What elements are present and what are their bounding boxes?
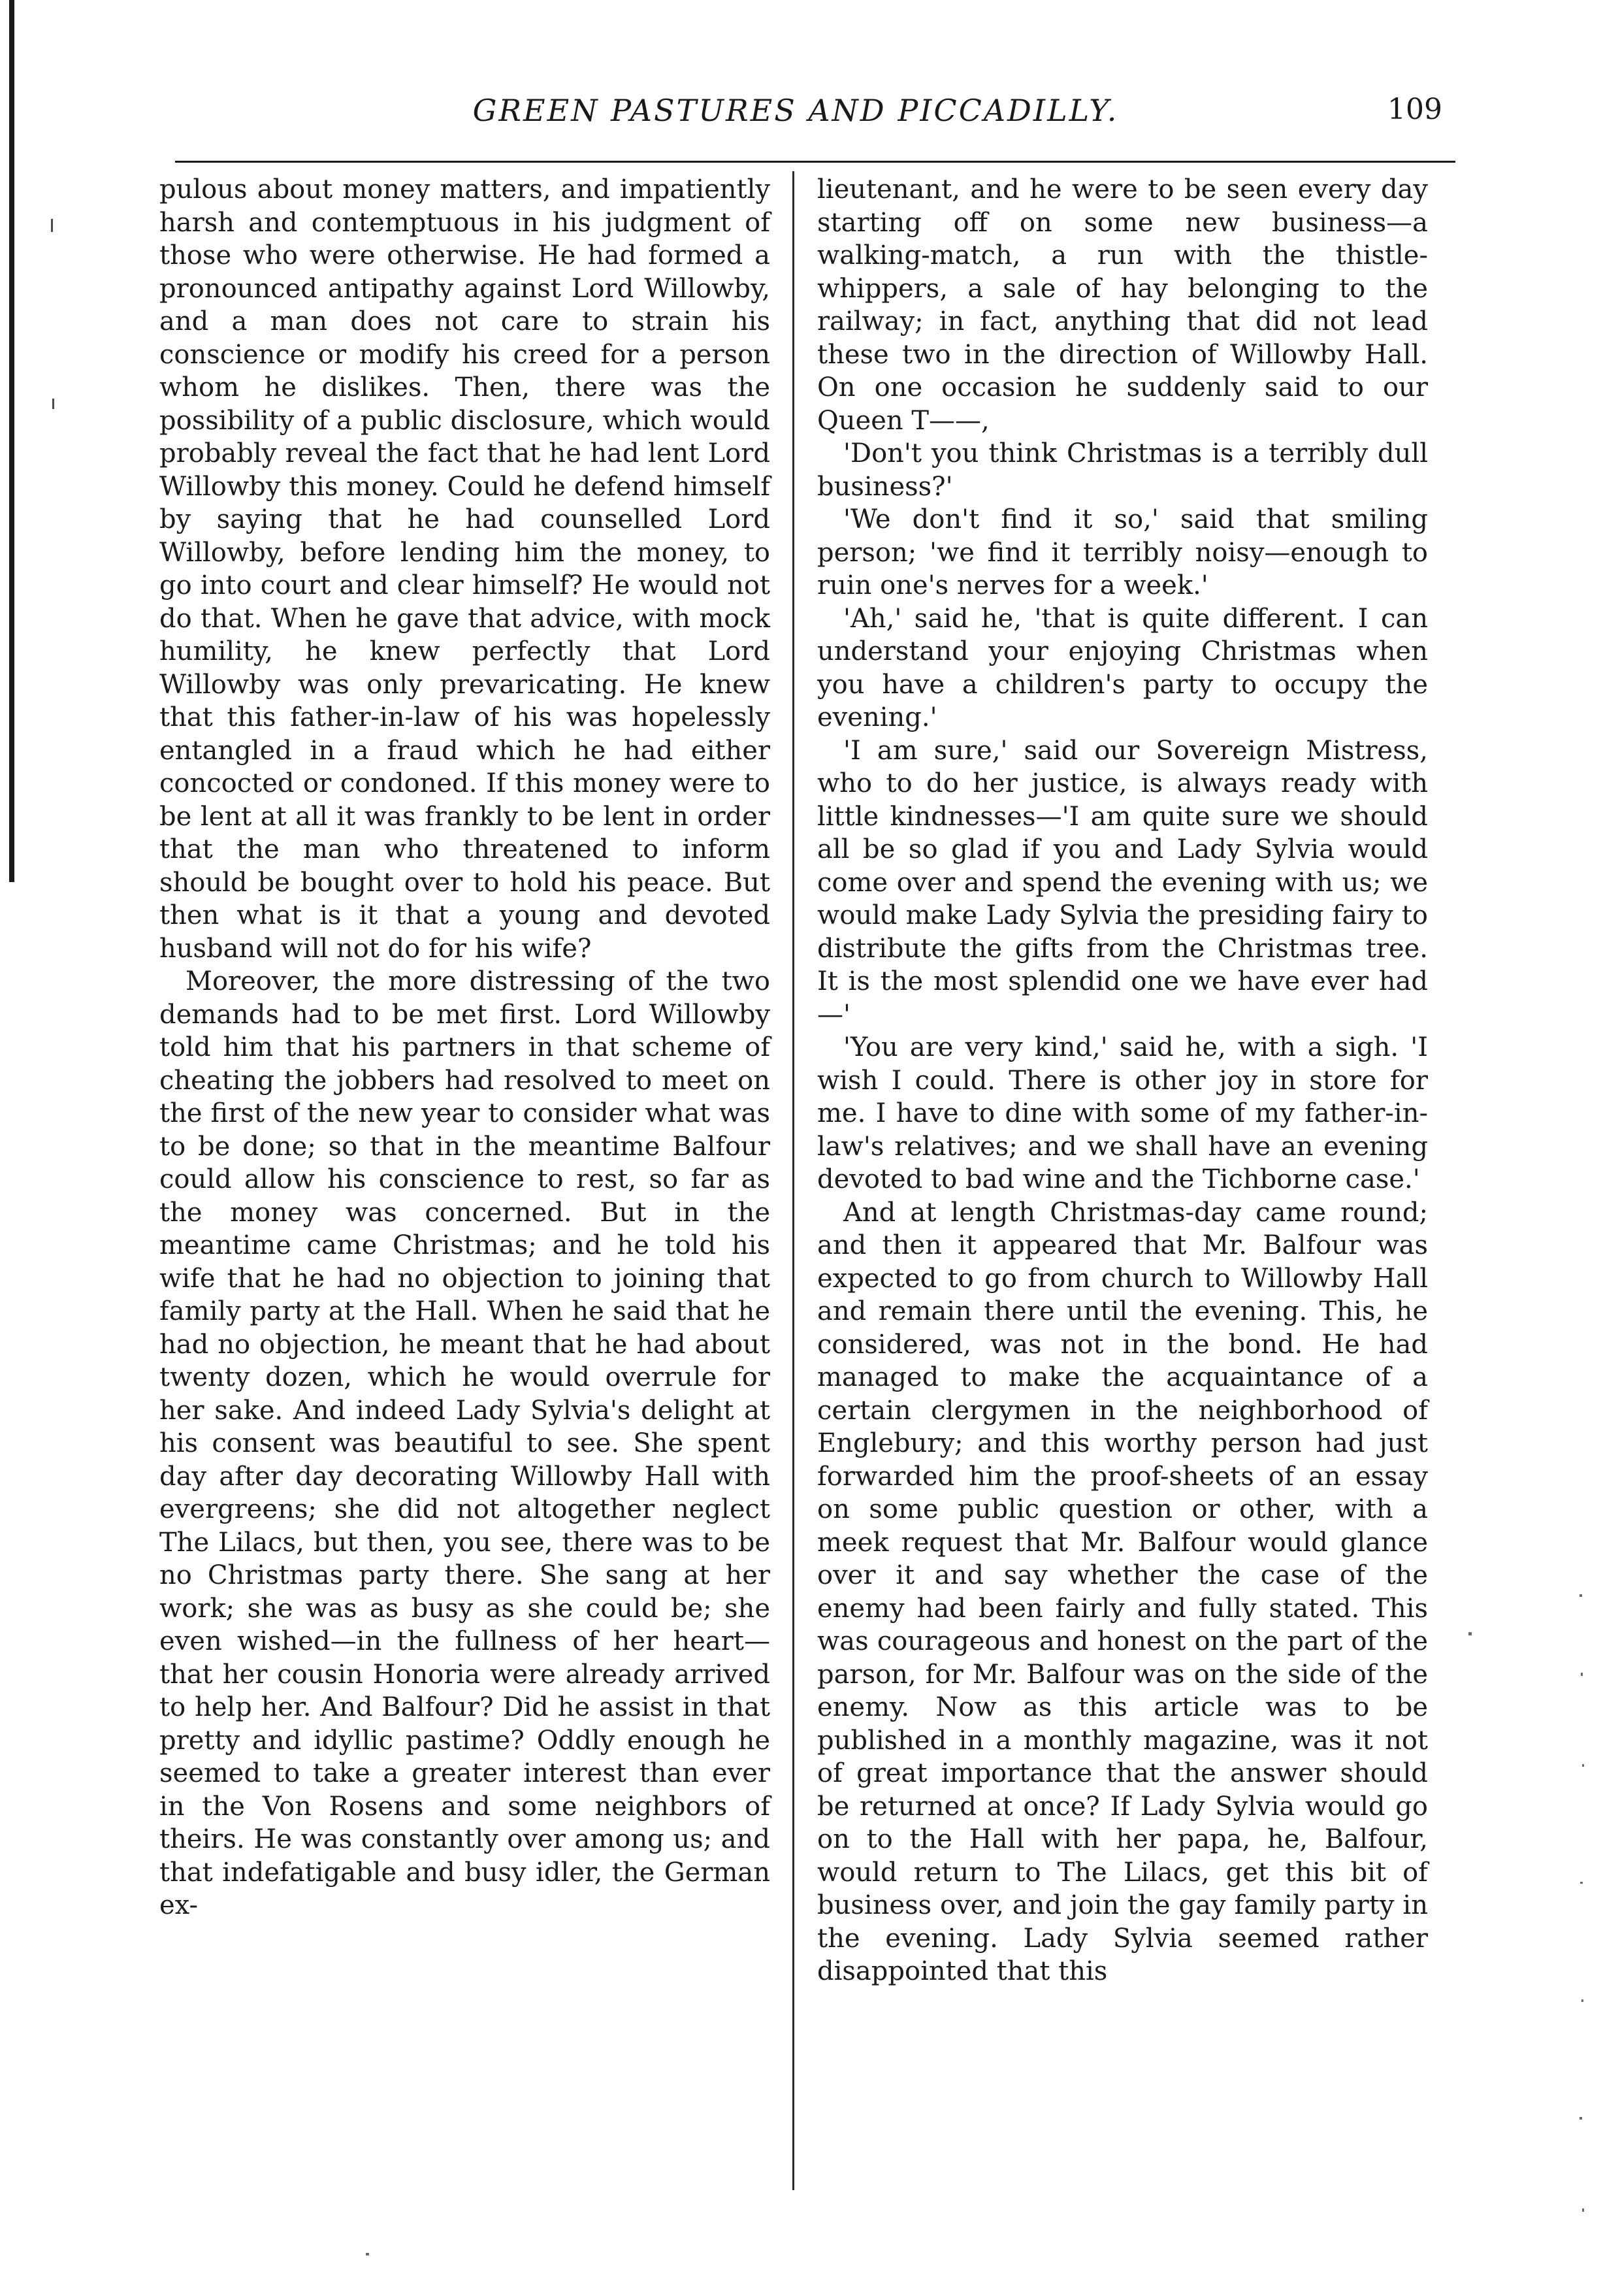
paragraph: 'I am sure,' said our Sovereign Mistress, who to do her justice, is always ready with little kindnesses—'I am quite sure we should all be so glad if you and Lady Sylvia would come over and spend the evening with us; we would make Lady Sylvia the presiding fairy to distribute the gifts from the Christmas tree. It is the most splendid one we have ever had—' bbox=[817, 735, 1428, 1030]
paragraph: 'We don't find it so,' said that smiling person; 'we find it terribly noisy—enough to ruin one's nerves for a week.' bbox=[817, 504, 1428, 600]
paragraph: And at length Christmas-day came round; and then it appeared that Mr. Balfour was expected to go from church to Willowby Hall and remain there until the evening. This, he considered, was not in the bond. He had managed to make the acquaintance of a certain clergymen in the neighborhood of Englebury; and this worthy person had just forwarded him the proof-sheets of an essay on some public question or other, with a meek request that Mr. Balfour would glance over it and say whether the case of the enemy had been fairly and fully stated. This was courageous and honest on the part of the parson, for Mr. Balfour was on the side of the enemy. Now as this article was to be published in a monthly magazine, was it not of great importance that the answer should be returned at once? If Lady Sylvia would go on to the Hall with her papa, he, Balfour, would return to The Lilacs, get this bit of business over, and join the gay family party in the evening. Lady Sylvia seemed rather disappointed that this bbox=[817, 1197, 1428, 1986]
binding-edge-shadow bbox=[9, 0, 14, 882]
scan-speck bbox=[1579, 2117, 1582, 2120]
scan-speck bbox=[1579, 1594, 1582, 1597]
right-column bbox=[817, 173, 1428, 1988]
scan-speck bbox=[1582, 2208, 1584, 2212]
column-divider bbox=[792, 171, 794, 2190]
paragraph: 'Don't you think Christmas is a terribly dull business?' bbox=[817, 438, 1428, 502]
running-title: GREEN PASTURES AND PICCADILLY. bbox=[472, 93, 1119, 128]
scan-speck bbox=[1581, 1673, 1583, 1676]
scan-speck bbox=[1582, 1764, 1584, 1767]
scan-speck bbox=[1580, 1882, 1583, 1884]
margin-mark bbox=[52, 399, 54, 409]
paragraph: pulous about money matters, and impatiently harsh and contemptuous in his judgment of those who were otherwise. He had formed a pronounced antipathy against Lord Willowby, and a man does not care to strain his conscience or modify his creed for a person whom he dislikes. Then, there was the possibility of a public disclosure, which would probably reveal the fact that he had lent Lord Willowby this money. Could he defend himself by saying that he had counselled Lord Willowby, before lending him the money, to go into court and clear himself? He would not do that. When he gave that advice, with mock humility, he knew perfectly that Lord Willowby was only prevaricating. He knew that this father-in-law of his was hopelessly entangled in a fraud which he had either concocted or condoned. If this money were to be lent at all it was frankly to be lent in order that the man who threatened to inform should be bought over to hold his peace. But then what is it that a young and devoted husband will not do for his wife? bbox=[159, 174, 770, 964]
margin-mark bbox=[51, 219, 53, 232]
scan-speck bbox=[366, 2253, 369, 2255]
scan-speck bbox=[1468, 1632, 1472, 1635]
paragraph: Moreover, the more distressing of the two demands had to be met first. Lord Willowby told him that his partners in that scheme of cheating the jobbers had resolved to meet on the first of the new year to consider what was to be done; so that in the meantime Balfour could allow his conscience to rest, so far as the money was concerned. But in the meantime came Christmas; and he told his wife that he had no objection to joining that family party at the Hall. When he said that he had no objection, he meant that he had about twenty dozen, which he would overrule for her sake. And indeed Lady Sylvia's delight at his consent was beautiful to see. She spent day after day decorating Willowby Hall with evergreens; she did not altogether neglect The Lilacs, but then, you see, there was to be no Christmas party there. She sang at her work; she was as busy as she could be; she even wished—in the fullness of her heart—that her cousin Honoria were already arrived to help her. And Balfour? Did he assist in that pretty and idyllic pastime? Oddly enough he seemed to take a greater interest than ever in the Von Rosens and some neighbors of theirs. He was constantly over among us; and that indefatigable and busy idler, the German ex- bbox=[159, 966, 770, 1920]
paragraph: 'You are very kind,' said he, with a sigh. 'I wish I could. There is other joy in store for me. I have to dine with some of my father-in-law's relatives; and we shall have an evening devoted to bad wine and the Tichborne case.' bbox=[817, 1032, 1428, 1194]
paragraph: 'Ah,' said he, 'that is quite different. I can understand your enjoying Christmas when you have a children's party to occupy the evening.' bbox=[817, 603, 1428, 732]
scan-speck bbox=[1581, 1999, 1583, 2002]
page-number: 109 bbox=[1387, 93, 1442, 126]
page-header bbox=[175, 93, 1442, 152]
left-column bbox=[159, 173, 770, 1922]
paragraph: lieutenant, and he were to be seen every day starting off on some new business—a walking-match, a run with the thistle-whippers, a sale of hay belonging to the railway; in fact, anything that did not lead these two in the direction of Willowby Hall. On one occasion he suddenly said to our Queen T——, bbox=[817, 174, 1428, 436]
header-rule bbox=[175, 161, 1455, 163]
